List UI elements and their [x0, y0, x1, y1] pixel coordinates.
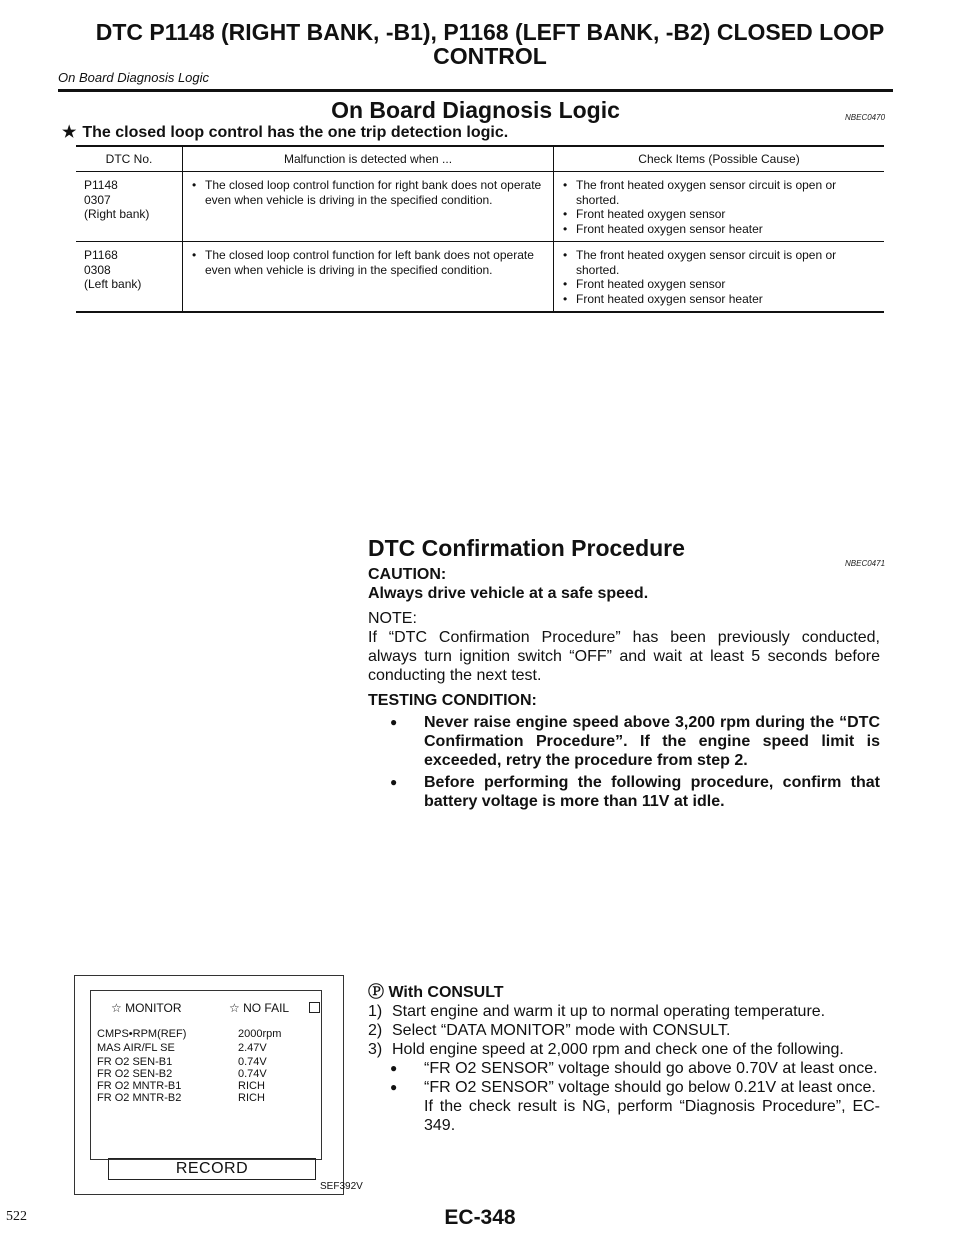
- record-button[interactable]: RECORD: [108, 1158, 316, 1180]
- col-header-malfunction: Malfunction is detected when ...: [183, 146, 554, 172]
- page-title-line1: DTC P1148 (RIGHT BANK, -B1), P1168 (LEFT BANK, -B2) CLOSED LOOP: [95, 19, 885, 45]
- step-number: 3): [368, 1041, 383, 1058]
- consult-heading: [368, 983, 880, 1002]
- no-fail-label: ☆ NO FAIL: [229, 1001, 290, 1015]
- dtc-table: [76, 145, 884, 313]
- monitor-value: 2000rpm: [238, 1028, 282, 1040]
- monitor-value: 0.74V: [238, 1056, 267, 1068]
- malfunction-cell: [183, 242, 554, 313]
- dtc-code: P1168: [84, 248, 118, 262]
- consult-icon: Ⓟ: [368, 984, 385, 1001]
- monitor-item: CMPS•RPM(REF): [97, 1028, 187, 1040]
- monitor-item: MAS AIR/FL SE: [97, 1042, 175, 1054]
- col-header-check-items: Check Items (Possible Cause): [554, 146, 885, 172]
- monitor-label: ☆ MONITOR: [111, 1001, 182, 1015]
- caution-text: Always drive vehicle at a safe speed.: [368, 585, 649, 602]
- table-header-row: [76, 146, 884, 172]
- section-code: NBEC0471: [845, 559, 886, 568]
- monitor-row: [97, 1092, 317, 1104]
- list-item: • Front heated oxygen sensor heater: [562, 292, 878, 307]
- monitor-value: RICH: [238, 1092, 265, 1104]
- note-text: If “DTC Confirmation Procedure” has been previously conducted, always turn ignition switch “OFF” and wait at least 5 seconds before conducting the next test.: [368, 629, 880, 684]
- page-number-left: 522: [6, 1209, 27, 1224]
- causes-cell: [554, 242, 885, 313]
- page-number: EC-348: [444, 1206, 516, 1229]
- dtc-bank: (Left bank): [84, 277, 142, 291]
- monitor-item: FR O2 MNTR-B1: [97, 1080, 182, 1092]
- step-number: 1): [368, 1003, 383, 1020]
- list-item: [368, 1002, 880, 1021]
- figure-id: SEF392V: [320, 1181, 363, 1192]
- monitor-value: 2.47V: [238, 1042, 267, 1054]
- table-row: [76, 172, 884, 242]
- header-rule: [58, 89, 893, 92]
- list-item: • Front heated oxygen sensor heater: [562, 222, 878, 237]
- malfunction-cell: [183, 172, 554, 242]
- list-item: ● Never raise engine speed above 3,200 rpm during the “DTC Confirmation Procedure”. If the engine speed limit is exceeded, retry the procedure from step 2.: [368, 713, 880, 770]
- table-row: [76, 242, 884, 313]
- step-text: Select “DATA MONITOR” mode with CONSULT.: [392, 1022, 731, 1039]
- consult-screen: [90, 990, 322, 1160]
- list-item: [368, 1040, 880, 1059]
- list-item: • Front heated oxygen sensor: [562, 277, 878, 292]
- dtc-cell: [76, 172, 183, 242]
- section-heading-logic: On Board Diagnosis Logic: [331, 97, 620, 123]
- breadcrumb: On Board Diagnosis Logic: [58, 70, 210, 85]
- col-header-dtc: DTC No.: [76, 146, 183, 172]
- monitor-row: [97, 1042, 317, 1054]
- section-heading-procedure: DTC Confirmation Procedure: [368, 535, 685, 561]
- step-number: 2): [368, 1022, 383, 1039]
- checkbox-icon: [309, 1002, 320, 1013]
- list-item: [368, 1021, 880, 1040]
- dtc-cell: [76, 242, 183, 313]
- monitor-item: FR O2 MNTR-B2: [97, 1092, 182, 1104]
- step-text: Start engine and warm it up to normal operating temperature.: [392, 1003, 826, 1020]
- list-item: ● “FR O2 SENSOR” voltage should go below 0.21V at least once.: [368, 1078, 880, 1097]
- dtc-bank: (Right bank): [84, 207, 150, 221]
- list-item: • The front heated oxygen sensor circuit is open or shorted.: [562, 248, 878, 277]
- monitor-value: RICH: [238, 1080, 265, 1092]
- caution-label: CAUTION:: [368, 566, 447, 583]
- monitor-row: [97, 1028, 317, 1040]
- confirmation-procedure: [368, 535, 880, 811]
- consult-procedure: [368, 983, 880, 1135]
- star-icon: ★: [62, 124, 77, 141]
- testing-condition-label: TESTING CONDITION:: [368, 692, 537, 709]
- page-title-line2: CONTROL: [433, 43, 547, 69]
- list-item: • The closed loop control function for left bank does not operate even when vehicle is driving in the specified condition.: [191, 248, 547, 277]
- list-item: • The closed loop control function for right bank does not operate even when vehicle is driving in the specified condition.: [191, 178, 547, 207]
- section-code: NBEC0470: [845, 113, 886, 122]
- list-item: • Front heated oxygen sensor: [562, 207, 878, 222]
- list-item: ● Before performing the following procedure, confirm that battery voltage is more than 11V at idle.: [368, 773, 880, 811]
- step-text: Hold engine speed at 2,000 rpm and check one of the following.: [392, 1041, 844, 1058]
- one-trip-note: [62, 122, 508, 142]
- monitor-item: FR O2 SEN-B1: [97, 1056, 173, 1068]
- monitor-row: [97, 1056, 317, 1068]
- page-title: [60, 20, 920, 68]
- list-item: • The front heated oxygen sensor circuit is open or shorted.: [562, 178, 878, 207]
- monitor-row: [97, 1080, 317, 1092]
- monitor-value: 0.74V: [238, 1068, 267, 1080]
- dtc-code: P1148: [84, 178, 118, 192]
- consult-heading-text: With CONSULT: [388, 984, 504, 1001]
- note-label: NOTE:: [368, 610, 417, 627]
- list-item: ● “FR O2 SENSOR” voltage should go above 0.70V at least once.: [368, 1059, 880, 1078]
- monitor-row: [97, 1068, 317, 1080]
- dtc-number: 0307: [84, 192, 111, 207]
- dtc-number: 0308: [84, 262, 111, 277]
- result-text: If the check result is NG, perform “Diagnosis Procedure”, EC-349.: [424, 1098, 880, 1134]
- monitor-item: FR O2 SEN-B2: [97, 1068, 173, 1080]
- causes-cell: [554, 172, 885, 242]
- one-trip-note-text: The closed loop control has the one trip detection logic.: [82, 124, 509, 141]
